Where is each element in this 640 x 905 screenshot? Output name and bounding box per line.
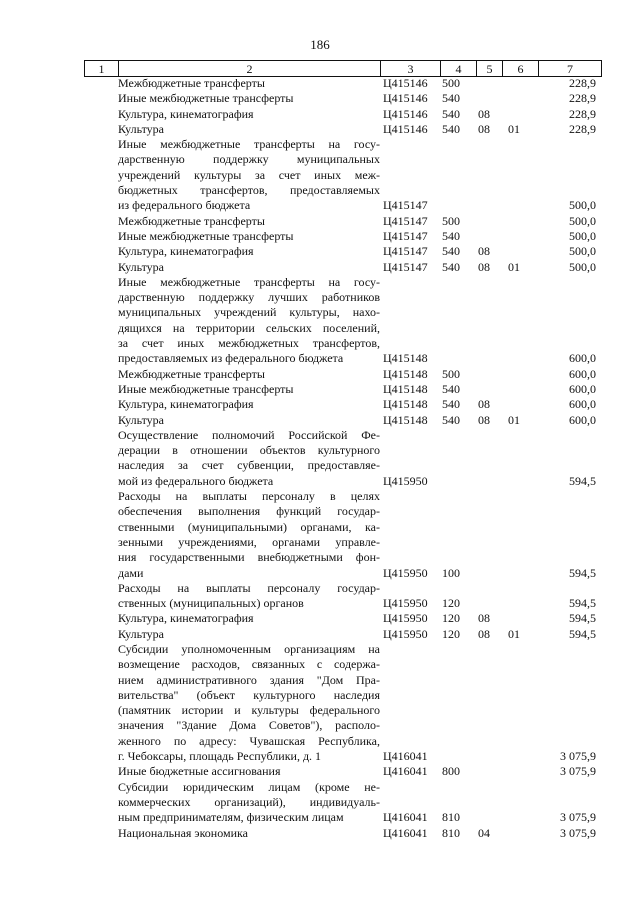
row-code: Ц415146 xyxy=(383,106,428,121)
description-line: ственными (муниципальными) органами, ка- xyxy=(118,519,380,534)
row-type-code: 810 xyxy=(442,825,460,840)
row-code: Ц416041 xyxy=(383,749,428,764)
row-description xyxy=(118,107,380,122)
table-row xyxy=(84,214,601,229)
row-amount: 500,0 xyxy=(569,213,596,228)
row-code: Ц415950 xyxy=(383,596,428,611)
table-row xyxy=(84,122,601,137)
description-line: бюджетных трансфертов, предоставляемых xyxy=(118,183,380,198)
description-line: Осуществление полномочий Российской Фе- xyxy=(118,427,380,442)
row-amount: 600,0 xyxy=(569,381,596,396)
description-line: Расходы на выплаты персоналу государ- xyxy=(118,580,380,595)
row-amount: 3 075,9 xyxy=(560,749,596,764)
row-section: 04 xyxy=(478,825,490,840)
row-section: 08 xyxy=(478,611,490,626)
description-line: за счет иных межбюджетных трансфертов, xyxy=(118,336,380,351)
row-code: Ц416041 xyxy=(383,764,428,779)
row-amount: 600,0 xyxy=(569,351,596,366)
table-row xyxy=(84,642,601,764)
row-type-code: 100 xyxy=(442,565,460,580)
row-section: 08 xyxy=(478,412,490,427)
header-col-2: 2 xyxy=(119,61,381,77)
row-amount: 600,0 xyxy=(569,397,596,412)
row-code: Ц415148 xyxy=(383,397,428,412)
row-type-code: 540 xyxy=(442,91,460,106)
row-code: Ц415950 xyxy=(383,473,428,488)
row-amount: 228,9 xyxy=(569,121,596,136)
description-line: дящихся на территории сельских поселений, xyxy=(118,320,380,335)
row-description xyxy=(118,764,380,779)
row-code: Ц415147 xyxy=(383,228,428,243)
row-description xyxy=(118,76,380,91)
row-amount: 594,5 xyxy=(569,611,596,626)
row-type-code: 800 xyxy=(442,764,460,779)
description-line: Культура, кинематография xyxy=(118,611,254,626)
header-col-7: 7 xyxy=(539,61,602,77)
row-amount: 600,0 xyxy=(569,366,596,381)
row-code: Ц415950 xyxy=(383,626,428,641)
row-code: Ц415148 xyxy=(383,412,428,427)
table-row xyxy=(84,76,601,91)
description-line: вительства" (объект культурного наследия xyxy=(118,687,380,702)
row-description xyxy=(118,122,380,137)
row-code: Ц415146 xyxy=(383,76,428,90)
row-description xyxy=(118,214,380,229)
description-line: Межбюджетные трансферты xyxy=(118,76,265,90)
description-line: ным предпринимателям, физическим лицам xyxy=(118,810,344,825)
row-type-code: 810 xyxy=(442,810,460,825)
header-col-6: 6 xyxy=(503,61,539,77)
table-row xyxy=(84,397,601,412)
row-type-code: 540 xyxy=(442,381,460,396)
row-description xyxy=(118,137,380,213)
description-line: Культура xyxy=(118,121,164,136)
description-line: Культура xyxy=(118,259,164,274)
table-row xyxy=(84,611,601,626)
row-description xyxy=(118,275,380,367)
table-row xyxy=(84,260,601,275)
row-description xyxy=(118,581,380,612)
header-col-1: 1 xyxy=(85,61,119,77)
row-description xyxy=(118,428,380,489)
table-row xyxy=(84,107,601,122)
row-type-code: 120 xyxy=(442,596,460,611)
description-line: Культура, кинематография xyxy=(118,397,254,412)
row-amount: 500,0 xyxy=(569,228,596,243)
row-type-code: 540 xyxy=(442,259,460,274)
row-code: Ц415950 xyxy=(383,611,428,626)
description-line: женного по адресу: Чувашская Республика, xyxy=(118,733,380,748)
row-amount: 594,5 xyxy=(569,565,596,580)
description-line: Субсидии уполномоченным организациям на xyxy=(118,641,380,656)
row-description xyxy=(118,489,380,581)
description-line: дерации в отношении объектов культурного xyxy=(118,443,380,458)
row-description xyxy=(118,642,380,764)
row-code: Ц415147 xyxy=(383,244,428,259)
description-line: Иные межбюджетные трансферты xyxy=(118,91,294,106)
row-description xyxy=(118,826,380,841)
description-line: наследия за счет субвенции, предоставляе- xyxy=(118,458,380,473)
description-line: Субсидии юридическим лицам (кроме не- xyxy=(118,779,380,794)
row-code: Ц415147 xyxy=(383,213,428,228)
row-section: 08 xyxy=(478,244,490,259)
table-row xyxy=(84,229,601,244)
table-row xyxy=(84,764,601,779)
table-row xyxy=(84,581,601,612)
description-line: учреждений культуры за счет иных меж- xyxy=(118,167,380,182)
row-amount: 500,0 xyxy=(569,259,596,274)
row-description xyxy=(118,91,380,106)
row-code: Ц415147 xyxy=(383,198,428,213)
header-row xyxy=(85,61,602,77)
description-line: Иные межбюджетные трансферты xyxy=(118,381,294,396)
row-section: 08 xyxy=(478,397,490,412)
row-amount: 600,0 xyxy=(569,412,596,427)
row-code: Ц415148 xyxy=(383,351,428,366)
description-line: Культура, кинематография xyxy=(118,244,254,259)
row-type-code: 500 xyxy=(442,213,460,228)
row-code: Ц416041 xyxy=(383,810,428,825)
description-line: предоставляемых из федерального бюджета xyxy=(118,351,344,366)
row-description xyxy=(118,397,380,412)
row-type-code: 120 xyxy=(442,611,460,626)
row-amount: 228,9 xyxy=(569,91,596,106)
row-description xyxy=(118,780,380,826)
table-row xyxy=(84,413,601,428)
description-line: зенными учреждениями, органами управле- xyxy=(118,534,380,549)
row-section: 08 xyxy=(478,626,490,641)
row-type-code: 540 xyxy=(442,121,460,136)
description-line: возмещение расходов, связанных с содержа- xyxy=(118,657,380,672)
table-row xyxy=(84,244,601,259)
row-amount: 500,0 xyxy=(569,198,596,213)
table-row xyxy=(84,627,601,642)
table-row xyxy=(84,367,601,382)
row-section: 08 xyxy=(478,121,490,136)
row-amount: 3 075,9 xyxy=(560,764,596,779)
description-line: из федерального бюджета xyxy=(118,198,251,213)
row-type-code: 540 xyxy=(442,397,460,412)
row-type-code: 500 xyxy=(442,366,460,381)
row-amount: 594,5 xyxy=(569,596,596,611)
row-amount: 3 075,9 xyxy=(560,825,596,840)
description-line: муниципальных учреждений культуры, нахо- xyxy=(118,305,380,320)
row-description xyxy=(118,229,380,244)
page-number: 186 xyxy=(310,37,330,52)
table-row xyxy=(84,428,601,489)
row-section: 08 xyxy=(478,106,490,121)
header-col-4: 4 xyxy=(441,61,477,77)
row-code: Ц415950 xyxy=(383,565,428,580)
table-row xyxy=(84,137,601,213)
row-description xyxy=(118,382,380,397)
row-code: Ц415147 xyxy=(383,259,428,274)
row-type-code: 540 xyxy=(442,412,460,427)
description-line: ния государственными внебюджетными фон- xyxy=(118,550,380,565)
row-description xyxy=(118,244,380,259)
table-row xyxy=(84,91,601,106)
description-line: Межбюджетные трансферты xyxy=(118,366,265,381)
description-line: дарственную поддержку муниципальных xyxy=(118,152,380,167)
description-line: Иные межбюджетные трансферты на госу- xyxy=(118,137,380,152)
row-amount: 594,5 xyxy=(569,626,596,641)
row-amount: 500,0 xyxy=(569,244,596,259)
row-code: Ц415148 xyxy=(383,366,428,381)
row-subsection: 01 xyxy=(508,626,520,641)
row-type-code: 500 xyxy=(442,76,460,90)
description-line: Иные межбюджетные трансферты xyxy=(118,228,294,243)
row-code: Ц415146 xyxy=(383,121,428,136)
description-line: г. Чебоксары, площадь Республики, д. 1 xyxy=(118,749,322,764)
description-line: Иные межбюджетные трансферты на госу- xyxy=(118,274,380,289)
description-line: Межбюджетные трансферты xyxy=(118,213,265,228)
row-description xyxy=(118,611,380,626)
table-row xyxy=(84,489,601,581)
table-row xyxy=(84,826,601,841)
row-description xyxy=(118,367,380,382)
table-row xyxy=(84,780,601,826)
description-line: Иные бюджетные ассигнования xyxy=(118,764,281,779)
description-line: значения "Здание Дома Советов"), располо- xyxy=(118,718,380,733)
row-code: Ц415148 xyxy=(383,381,428,396)
row-type-code: 540 xyxy=(442,106,460,121)
description-line: Расходы на выплаты персоналу в целях xyxy=(118,489,380,504)
row-amount: 228,9 xyxy=(569,76,596,90)
header-col-5: 5 xyxy=(477,61,503,77)
description-line: Культура xyxy=(118,412,164,427)
row-amount: 3 075,9 xyxy=(560,810,596,825)
table-row xyxy=(84,275,601,367)
description-line: Культура, кинематография xyxy=(118,106,254,121)
row-subsection: 01 xyxy=(508,259,520,274)
description-line: Культура xyxy=(118,626,164,641)
row-amount: 594,5 xyxy=(569,473,596,488)
table-header xyxy=(84,60,602,77)
description-line: Национальная экономика xyxy=(118,825,248,840)
description-line: нием административного здания "Дом Пра- xyxy=(118,672,380,687)
header-col-3: 3 xyxy=(381,61,441,77)
row-type-code: 540 xyxy=(442,228,460,243)
description-line: ственных (муниципальных) органов xyxy=(118,596,304,611)
row-type-code: 540 xyxy=(442,244,460,259)
row-amount: 228,9 xyxy=(569,106,596,121)
row-description xyxy=(118,627,380,642)
description-line: обеспечения выполнения функций государ- xyxy=(118,504,380,519)
row-description xyxy=(118,413,380,428)
description-line: мой из федерального бюджета xyxy=(118,473,274,488)
row-code: Ц416041 xyxy=(383,825,428,840)
row-description xyxy=(118,260,380,275)
row-type-code: 120 xyxy=(442,626,460,641)
row-code: Ц415146 xyxy=(383,91,428,106)
description-line: коммерческих организаций), индивидуаль- xyxy=(118,794,380,809)
description-line: дами xyxy=(118,565,144,580)
table-body xyxy=(84,76,601,841)
row-section: 08 xyxy=(478,259,490,274)
row-subsection: 01 xyxy=(508,121,520,136)
table-row xyxy=(84,382,601,397)
description-line: дарственную поддержку лучших работников xyxy=(118,290,380,305)
row-subsection: 01 xyxy=(508,412,520,427)
description-line: (памятник истории и культуры федерального xyxy=(118,703,380,718)
